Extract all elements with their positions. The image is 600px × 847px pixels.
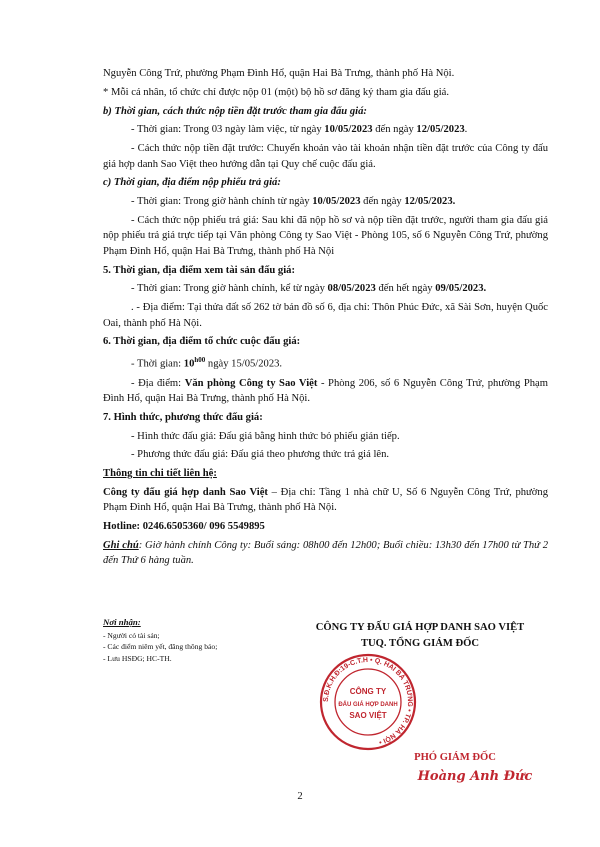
section-7-heading: 7. Hình thức, phương thức đấu giá: bbox=[103, 411, 263, 423]
section-b-heading: b) Thời gian, cách thức nộp tiền đặt trước tham gia đấu giá: bbox=[103, 105, 367, 117]
section-7-form: - Hình thức đấu giá: Đấu giá bằng hình thức bỏ phiếu gián tiếp. bbox=[131, 430, 400, 442]
recipient-item: - Lưu HSĐG; HC-TH. bbox=[103, 653, 172, 663]
section-c-heading: c) Thời gian, địa điểm nộp phiếu trả giá: bbox=[103, 177, 281, 189]
note: Ghi chú: Giờ hành chính Công ty: Buổi sáng: 08h00 đến 12h00; Buổi chiều: 13h30 đến 17h00 từ Thứ 2 đến Thứ 6 hàng tuần. bbox=[103, 539, 548, 567]
on-behalf-line: TUQ. TỔNG GIÁM ĐỐC bbox=[360, 638, 480, 649]
submission-note: * Mỗi cá nhân, tổ chức chỉ được nộp 01 (một) bộ hồ sơ đăng ký tham gia đấu giá. bbox=[103, 86, 450, 98]
section-b-time: - Thời gian: Trong 03 ngày làm việc, từ ngày 10/05/2023 đến ngày 12/05/2023. bbox=[131, 124, 468, 136]
section-5-time: - Thời gian: Trong giờ hành chính, kể từ ngày 08/05/2023 đến hết ngày 09/05/2023. bbox=[131, 283, 487, 295]
section-c-time: - Thời gian: Trong giờ hành chính từ ngày 10/05/2023 đến ngày 12/05/2023. bbox=[131, 196, 456, 208]
seal-ring-text: S.Đ.K.H.Đ:19-C.T.H • Q. HAI BÀ TRƯNG • TP. HÀ NỘI • bbox=[322, 656, 414, 746]
section-b-method: - Cách thức nộp tiền đặt trước: Chuyển khoản vào tài khoản nhận tiền đặt trước của Công ty đấu giá hợp danh Sao Việt theo hướng dẫn tại Quy chế cuộc đấu giá. bbox=[103, 143, 548, 170]
hotline: Hotline: 0246.6505360/ 096 5549895 bbox=[103, 521, 265, 533]
recipients-label: Nơi nhận: bbox=[103, 617, 141, 627]
section-6-time: - Thời gian: $10^{h00}$ ngày 15/05/2023. bbox=[131, 356, 283, 370]
signer-title: PHÓ GIÁM ĐỐC bbox=[414, 752, 496, 763]
section-6-heading: 6. Thời gian, địa điểm tổ chức cuộc đấu giá: bbox=[103, 336, 301, 348]
address-line: Nguyễn Công Trứ, phường Phạm Đình Hổ, quận Hai Bà Trưng, thành phố Hà Nội. bbox=[103, 68, 455, 79]
section-6-place: - Địa điểm: Văn phòng Công ty Sao Việt - Phòng 206, số 6 Nguyễn Công Trứ, phường Phạm Đình Hổ, quận Hai Bà Trưng, thành phố Hà Nội. bbox=[103, 377, 548, 404]
page-number: 2 bbox=[297, 791, 303, 802]
contact-info: Công ty đấu giá hợp danh Sao Việt – Địa chỉ: Tầng 1 nhà chữ U, Số 6 Nguyễn Công Trứ, phường Phạm Đình Hổ, quận Hai Bà Trưng, thành phố Hà Nội. bbox=[103, 486, 548, 514]
seal-text-2: ĐẤU GIÁ HỢP DANH bbox=[338, 702, 398, 708]
recipients-block bbox=[103, 617, 293, 664]
recipient-item: - Các điểm niêm yết, đăng thông báo; bbox=[103, 642, 218, 652]
signer-name: Hoàng Anh Đức bbox=[417, 769, 533, 784]
contact-heading: Thông tin chi tiết liên hệ: bbox=[103, 468, 217, 480]
signature-header bbox=[280, 620, 560, 652]
document-body bbox=[103, 66, 548, 572]
recipient-item: - Người có tài sản; bbox=[103, 631, 160, 641]
company-seal bbox=[318, 652, 418, 752]
section-7-method: - Phương thức đấu giá: Đấu giá theo phương thức trả giá lên. bbox=[131, 449, 390, 461]
section-5-heading: 5. Thời gian, địa điểm xem tài sản đấu giá: bbox=[103, 264, 295, 276]
seal-text-3: SAO VIỆT bbox=[349, 711, 387, 720]
company-name: CÔNG TY ĐẤU GIÁ HỢP DANH SAO VIỆT bbox=[315, 622, 525, 633]
section-c-method: - Cách thức nộp phiếu trả giá: Sau khi đã nộp hồ sơ và nộp tiền đặt trước, người tham gia đấu giá nộp phiếu trả giá trực tiếp tại Văn phòng Công ty Sao Việt - Phòng 105, số 6 Nguyễn Công Trứ, phường Phạm Đình Hổ, quận Hai Bà Trưng, thành phố Hà Nội bbox=[103, 214, 548, 257]
section-5-place: . - Địa điểm: Tại thửa đất số 262 tờ bản đồ số 6, địa chỉ: Thôn Phúc Đức, xã Sài Sơn, huyện Quốc Oai, thành phố Hà Nội. bbox=[103, 302, 548, 329]
seal-text-1: CÔNG TY bbox=[349, 687, 387, 696]
